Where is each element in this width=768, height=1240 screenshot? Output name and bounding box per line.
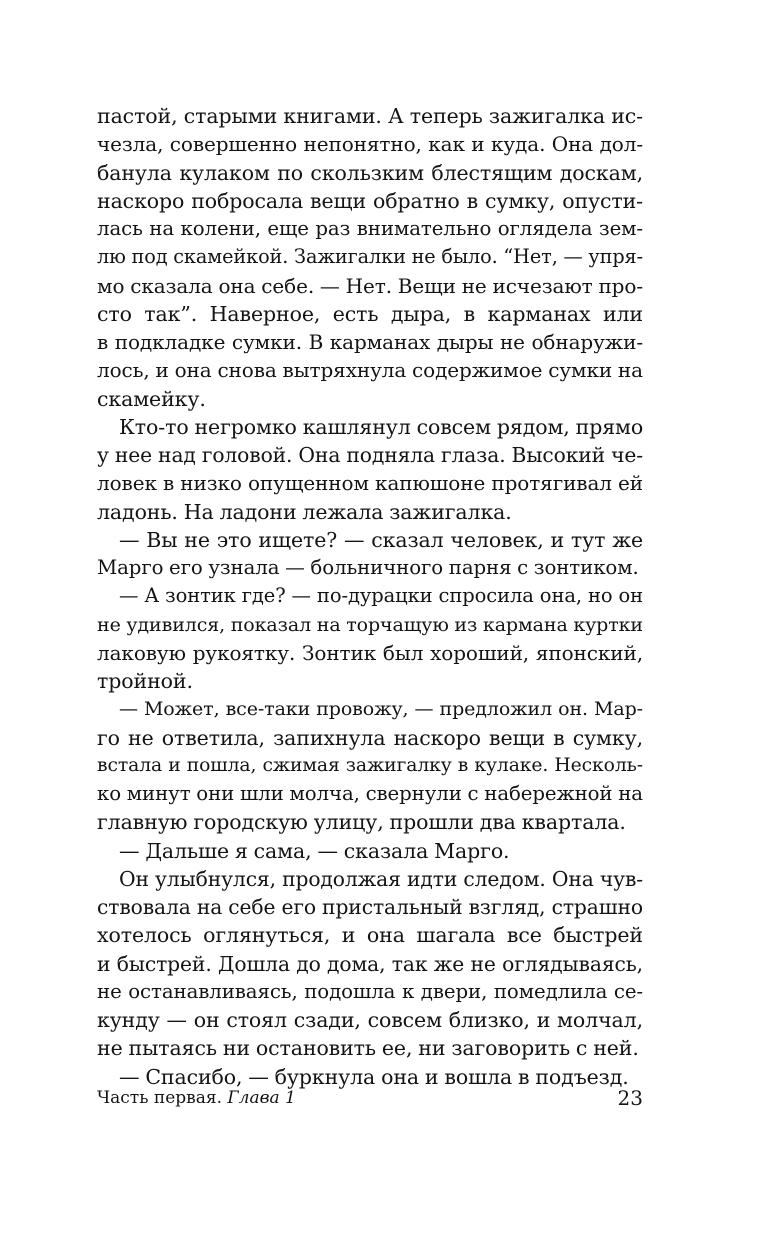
text-line: Марго его узнала — больничного парня с зонтиком. bbox=[97, 556, 639, 579]
text-line: скамейку. bbox=[97, 386, 206, 411]
text-line: тройной. bbox=[97, 669, 193, 693]
text-line: не удивился, показал на торчащую из кармана куртки bbox=[97, 613, 643, 636]
text-line: — Может, все-таки провожу, — предложил он. Мар- bbox=[119, 698, 643, 721]
text-line: сто так”. Наверное, есть дыра, в карманах или bbox=[97, 301, 643, 326]
text-line: — Вы не это ищете? — сказал человек, и тут же bbox=[119, 527, 643, 552]
running-footer bbox=[97, 1083, 643, 1113]
text-line: лю под скамейкой. Зажигалки не было. “Нет, — упря- bbox=[97, 245, 643, 269]
footer-section-title bbox=[97, 1083, 296, 1113]
text-line: в подкладке сумки. В карманах дыры не обнаружи- bbox=[97, 330, 643, 354]
text-line: лась на колени, еще раз внимательно оглядела зем- bbox=[97, 217, 643, 240]
text-line: главную городскую улицу, прошли два квартала. bbox=[97, 810, 626, 835]
text-line: хотелось оглянуться, и она шагала все быстрей bbox=[97, 923, 643, 948]
text-line: кунду — он стоял сзади, совсем близко, и молчал, bbox=[97, 1008, 643, 1032]
text-line: лось, и она снова вытряхнула содержимое сумки на bbox=[97, 358, 643, 383]
text-line: мо сказала она себе. — Нет. Вещи не исчезают про- bbox=[97, 273, 643, 298]
text-line: Кто-то негромко кашлянул совсем рядом, прямо bbox=[119, 414, 644, 439]
text-line: наскоро побросала вещи обратно в сумку, опусти- bbox=[97, 188, 643, 213]
text-line: встала и пошла, сжимая зажигалку в кулаке. Несколь- bbox=[97, 754, 643, 776]
text-line: — Спасибо, — буркнула она и вошла в подъезд. bbox=[119, 1064, 629, 1089]
text-line: не останавливаясь, подошла к двери, помедлила се- bbox=[97, 979, 643, 1003]
text-line: лаковую рукоятку. Зонтик был хороший, японский, bbox=[97, 640, 643, 665]
text-line: ко минут они шли молча, свернули с набережной на bbox=[97, 782, 643, 805]
page-number: 23 bbox=[617, 1086, 643, 1110]
text-line: пастой, старыми книгами. А теперь зажигалка ис- bbox=[97, 104, 643, 128]
text-line: не пытаясь ни остановить ее, ни заговорить с ней. bbox=[97, 1036, 639, 1061]
text-line: ловек в низко опущенном капюшоне протягивал ей bbox=[97, 471, 643, 496]
text-line: ствовала на себе его пристальный взгляд, страшно bbox=[97, 895, 643, 919]
text-line: — Дальше я сама, — сказала Марго. bbox=[119, 838, 510, 863]
text-line: чезла, совершенно непонятно, как и куда. Она дол- bbox=[97, 132, 643, 157]
text-line: Он улыбнулся, продолжая идти следом. Она чув- bbox=[119, 866, 643, 891]
text-line: — А зонтик где? — по-дурацки спросила она, но он bbox=[119, 584, 643, 608]
text-line: ладонь. На ладони лежала зажигалка. bbox=[97, 499, 512, 524]
footer-chapter-label: Глава 1 bbox=[227, 1088, 296, 1108]
text-line: и быстрей. Дошла до дома, так же не оглядываясь, bbox=[97, 951, 643, 976]
text-line: го не ответила, запихнула наскоро вещи в сумку, bbox=[97, 725, 643, 750]
body-text bbox=[97, 102, 643, 1091]
text-line: у нее над головой. Она подняла глаза. Высокий че- bbox=[97, 443, 643, 467]
footer-part-label: Часть первая. bbox=[97, 1088, 222, 1108]
text-line: банула кулаком по скользким блестящим доскам, bbox=[97, 160, 643, 185]
